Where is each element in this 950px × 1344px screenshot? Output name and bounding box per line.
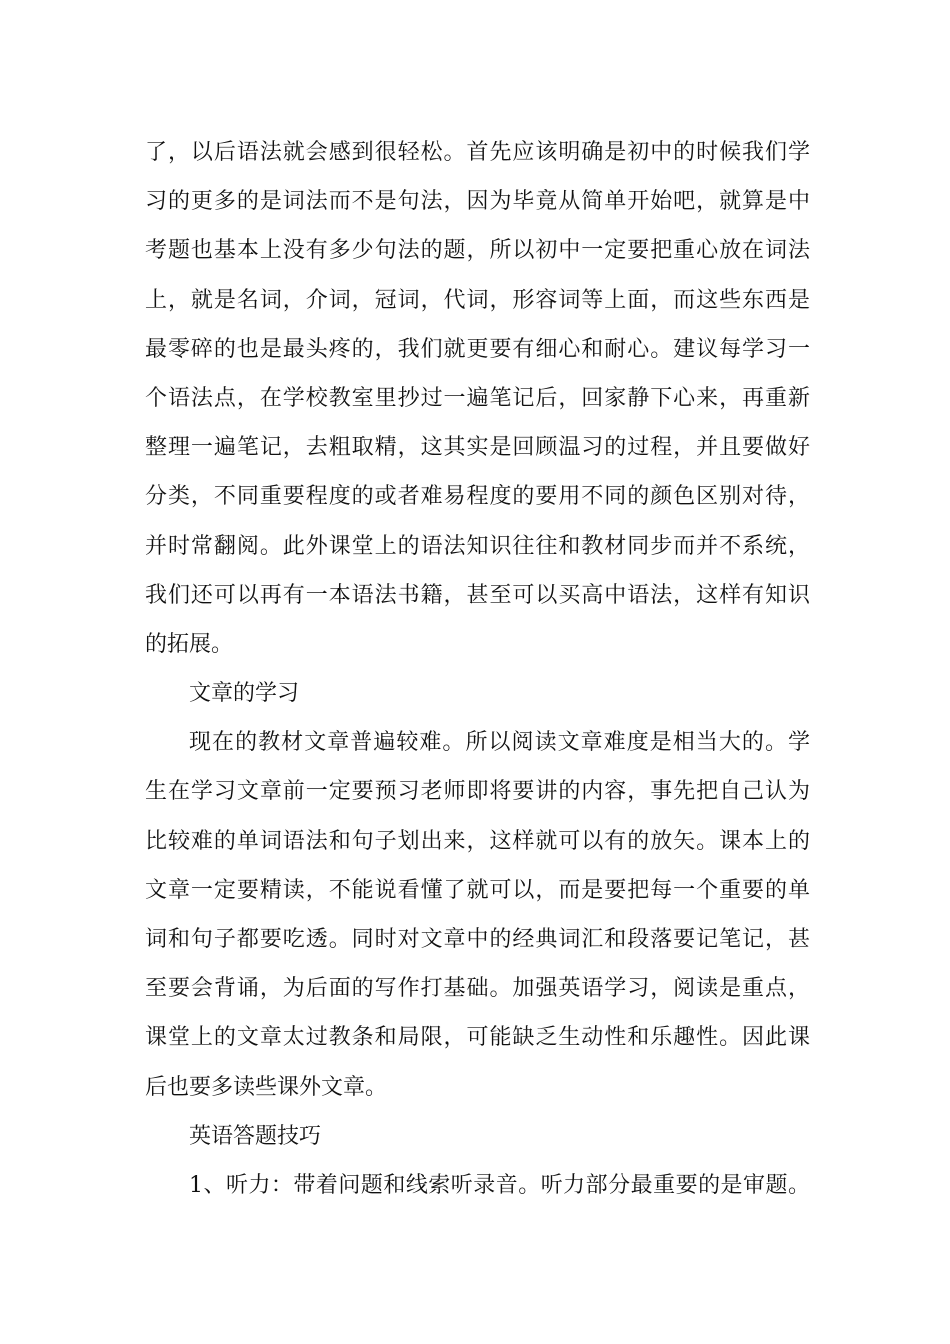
paragraph-line: 比较难的单词语法和句子划出来，这样就可以有的放矢。课本上的	[145, 828, 810, 854]
paragraph-line: 个语法点，在学校教室里抄过一遍笔记后，回家静下心来，再重新	[145, 385, 810, 411]
paragraph-line: 现在的教材文章普遍较难。所以阅读文章难度是相当大的。学	[189, 730, 810, 756]
paragraph-line: 最零碎的也是最头疼的，我们就更要有细心和耐心。建议每学习一	[145, 336, 810, 362]
paragraph-line: 整理一遍笔记，去粗取精，这其实是回顾温习的过程，并且要做好	[145, 435, 810, 461]
paragraph-line: 的拓展。	[145, 631, 234, 657]
paragraph-line: 上，就是名词，介词，冠词，代词，形容词等上面，而这些东西是	[145, 287, 810, 313]
paragraph-line: 我们还可以再有一本语法书籍，甚至可以买高中语法，这样有知识	[145, 582, 810, 608]
paragraph-article	[145, 718, 810, 1112]
paragraph-line: 1、听力：带着问题和线索听录音。听力部分最重要的是审题。	[189, 1172, 810, 1198]
paragraph-line: 习的更多的是词法而不是句法，因为毕竟从简单开始吧，就算是中	[145, 189, 810, 215]
paragraph-line: 考题也基本上没有多少句法的题，所以初中一定要把重心放在词法	[145, 238, 810, 264]
paragraph-line: 了，以后语法就会感到很轻松。首先应该明确是初中的时候我们学	[145, 140, 810, 165]
paragraph-line: 并时常翻阅。此外课堂上的语法知识往往和教材同步而并不系统，	[145, 533, 810, 559]
document-body	[145, 128, 810, 1210]
section-heading-article-study: 文章的学习	[189, 681, 300, 707]
paragraph-line: 词和句子都要吃透。同时对文章中的经典词汇和段落要记笔记，甚	[145, 927, 810, 952]
paragraph-line: 后也要多读些课外文章。	[145, 1074, 388, 1100]
paragraph-grammar	[145, 128, 810, 669]
paragraph-line: 文章一定要精读，不能说看懂了就可以，而是要把每一个重要的单	[145, 877, 810, 903]
paragraph-line: 课堂上的文章太过教条和局限，可能缺乏生动性和乐趣性。因此课	[145, 1025, 810, 1051]
paragraph-line: 至要会背诵，为后面的写作打基础。加强英语学习，阅读是重点，	[145, 976, 810, 1002]
section-heading-answer-tips: 英语答题技巧	[189, 1123, 322, 1149]
paragraph-line: 生在学习文章前一定要预习老师即将要讲的内容，事先把自己认为	[145, 779, 810, 805]
paragraph-listening	[145, 1161, 810, 1210]
paragraph-line: 分类，不同重要程度的或者难易程度的要用不同的颜色区别对待，	[145, 484, 810, 510]
